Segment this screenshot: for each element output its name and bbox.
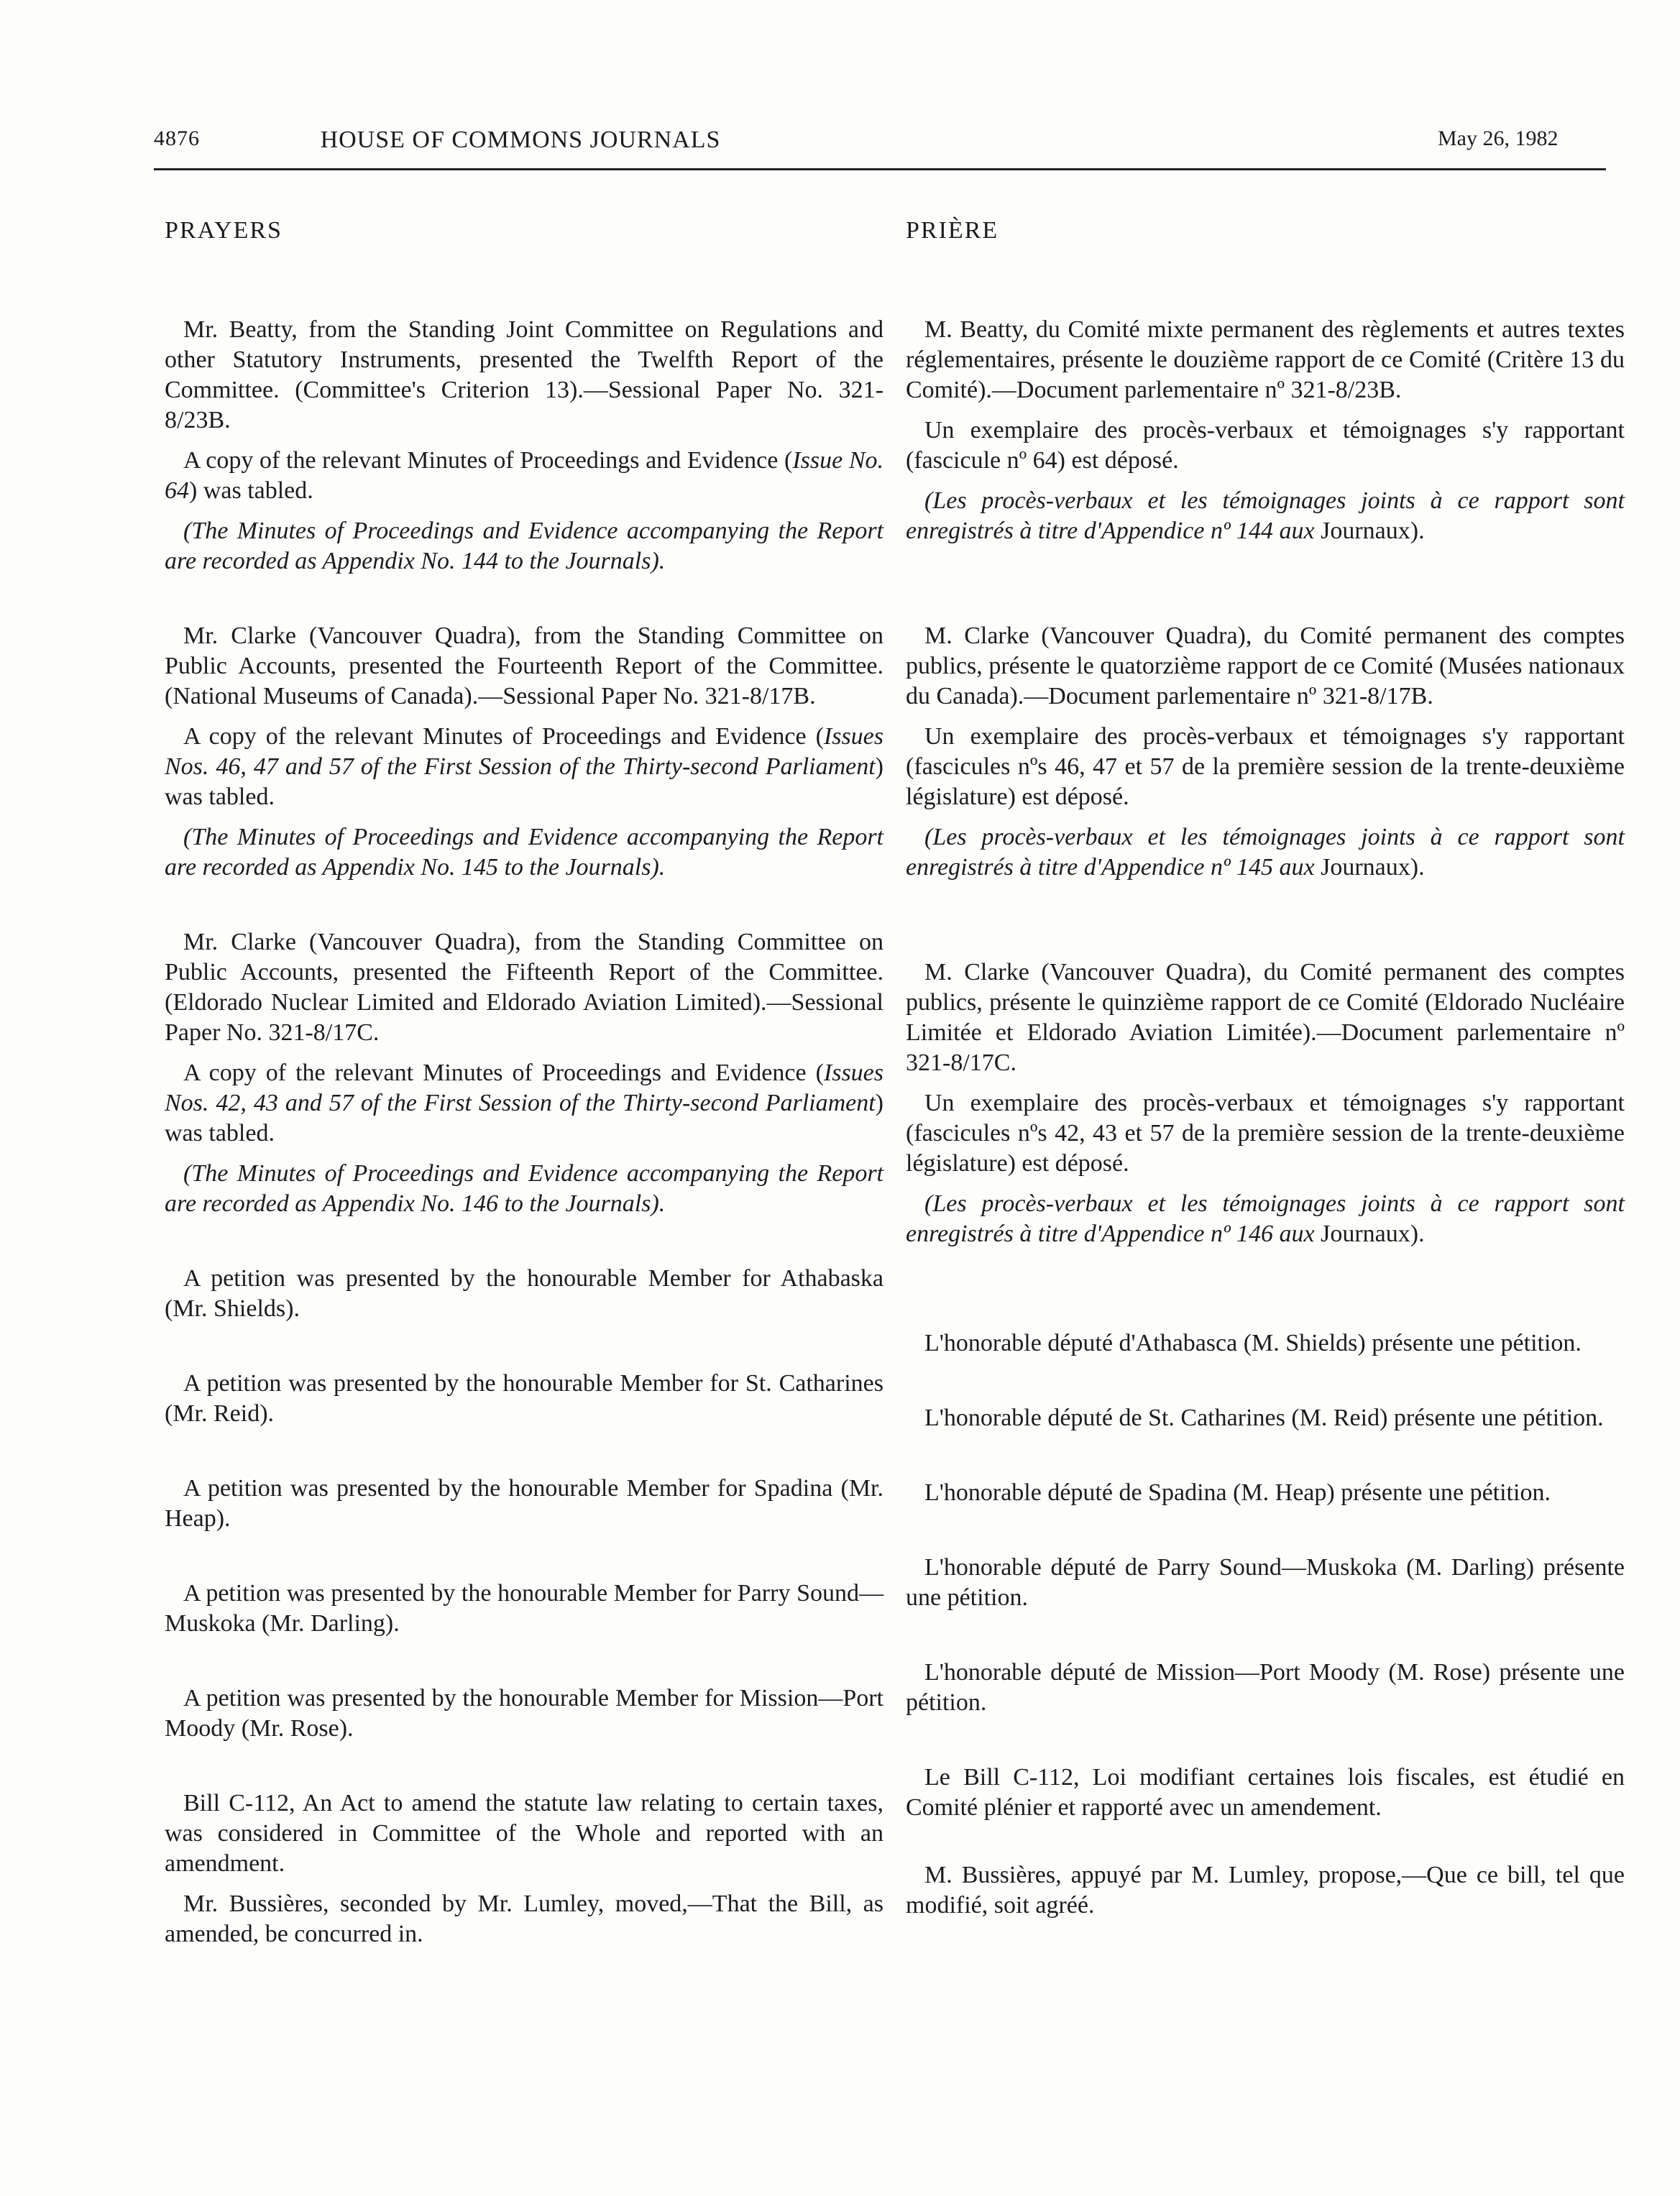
clarke14-appendix-fr: (Les procès-verbaux et les témoignages joints à ce rapport sont enregistrés à titre d'Appendice nº 145 aux Journaux). (906, 824, 1625, 881)
journal-title: HOUSE OF COMMONS JOURNALS (320, 127, 721, 153)
petition-spadina-fr: L'honorable député de Spadina (M. Heap) présente une pétition. (924, 1479, 1551, 1506)
petition-spadina-en: A petition was presented by the honourable Member for Spadina (Mr. Heap). (165, 1475, 883, 1532)
bill-c112-fr: Le Bill C-112, Loi modifiant certaines lois fiscales, est étudié en Comité plénier et rapporté avec un amendement. (906, 1764, 1625, 1821)
clarke15-report-fr: M. Clarke (Vancouver Quadra), du Comité permanent des comptes publics, présente le quinzième rapport de ce Comité (Eldorado Nucléaire Limitée et Eldorado Aviation Limitée).—Document parlementaire nº 321-8/17C. (906, 959, 1625, 1076)
header-rule-left (154, 168, 887, 170)
petition-parry-sound-fr: L'honorable député de Parry Sound—Muskoka (M. Darling) présente une pétition. (906, 1554, 1625, 1611)
petition-st-catharines-fr: L'honorable député de St. Catharines (M. Reid) présente une pétition. (924, 1405, 1604, 1431)
motion-en: Mr. Bussières, seconded by Mr. Lumley, moved,—That the Bill, as amended, be concurred in. (165, 1891, 883, 1947)
beatty-appendix-en: (The Minutes of Proceedings and Evidence accompanying the Report are recorded as Appendix No. 144 to the Journals). (165, 518, 883, 574)
clarke14-report-fr: M. Clarke (Vancouver Quadra), du Comité permanent des comptes publics, présente le quatorzième rapport de ce Comité (Musées nationaux du Canada).—Document parlementaire nº 321-8/17B. (906, 622, 1625, 709)
petition-parry-sound-en: A petition was presented by the honourable Member for Parry Sound—Muskoka (Mr. Darling). (165, 1580, 883, 1637)
beatty-report-fr: M. Beatty, du Comité mixte permanent des règlements et autres textes réglementaires, présente le douzième rapport de ce Comité (Critère 13 du Comité).—Document parlementaire nº 321-8/23B. (906, 316, 1625, 403)
clarke14-appendix-en: (The Minutes of Proceedings and Evidence accompanying the Report are recorded as Appendix No. 145 to the Journals). (165, 824, 883, 881)
clarke15-minutes-en: A copy of the relevant Minutes of Proceedings and Evidence (Issues Nos. 42, 43 and 57 of the First Session of the Thirty-second Parliament) was tabled. (165, 1060, 883, 1147)
english-column (165, 216, 883, 1960)
petition-mission-en: A petition was presented by the honourable Member for Mission—Port Moody (Mr. Rose). (165, 1685, 883, 1742)
french-column (906, 216, 1625, 1931)
clarke15-appendix-en: (The Minutes of Proceedings and Evidence accompanying the Report are recorded as Appendix No. 146 to the Journals). (165, 1160, 883, 1217)
petition-mission-fr: L'honorable député de Mission—Port Moody (M. Rose) présente une pétition. (906, 1659, 1625, 1716)
beatty-report-en: Mr. Beatty, from the Standing Joint Committee on Regulations and other Statutory Instruments, presented the Twelfth Report of the Committee. (Committee's Criterion 13).—Sessional Paper No. 321-8/23B. (165, 316, 883, 433)
clarke15-report-en: Mr. Clarke (Vancouver Quadra), from the Standing Committee on Public Accounts, presented the Fifteenth Report of the Committee. (Eldorado Nuclear Limited and Eldorado Aviation Limited).—Sessional Paper No. 321-8/17C. (165, 929, 883, 1046)
french-heading: PRIÈRE (906, 217, 999, 244)
header-rule-right (887, 168, 1606, 170)
clarke14-minutes-fr: Un exemplaire des procès-verbaux et témoignages s'y rapportant (fascicules nºs 46, 47 et 57 de la première session de la trente-deuxième législature) est déposé. (906, 723, 1625, 810)
page-date: May 26, 1982 (1438, 127, 1559, 150)
clarke15-appendix-fr: (Les procès-verbaux et les témoignages joints à ce rapport sont enregistrés à titre d'Appendice nº 146 aux Journaux). (906, 1190, 1625, 1247)
beatty-appendix-fr: (Les procès-verbaux et les témoignages joints à ce rapport sont enregistrés à titre d'Appendice nº 144 aux Journaux). (906, 487, 1625, 544)
clarke14-minutes-en: A copy of the relevant Minutes of Proceedings and Evidence (Issues Nos. 46, 47 and 57 of the First Session of the Thirty-second Parliament) was tabled. (165, 723, 883, 810)
petition-athabaska-en: A petition was presented by the honourable Member for Athabaska (Mr. Shields). (165, 1265, 883, 1322)
page-number: 4876 (154, 127, 200, 150)
bill-c112-en: Bill C-112, An Act to amend the statute law relating to certain taxes, was considered in Committee of the Whole and reported with an amendment. (165, 1790, 883, 1877)
petition-st-catharines-en: A petition was presented by the honourable Member for St. Catharines (Mr. Reid). (165, 1370, 883, 1427)
beatty-minutes-en: A copy of the relevant Minutes of Proceedings and Evidence (Issue No. 64) was tabled. (165, 447, 883, 504)
clarke15-minutes-fr: Un exemplaire des procès-verbaux et témoignages s'y rapportant (fascicules nºs 42, 43 et 57 de la première session de la trente-deuxième législature) est déposé. (906, 1090, 1625, 1177)
clarke14-report-en: Mr. Clarke (Vancouver Quadra), from the Standing Committee on Public Accounts, presented the Fourteenth Report of the Committee. (National Museums of Canada).—Sessional Paper No. 321-8/17B. (165, 622, 883, 709)
page-header (154, 127, 887, 167)
motion-fr: M. Bussières, appuyé par M. Lumley, propose,—Que ce bill, tel que modifié, soit agréé. (906, 1862, 1625, 1919)
petition-athabaska-fr: L'honorable député d'Athabasca (M. Shields) présente une pétition. (924, 1330, 1582, 1356)
beatty-minutes-fr: Un exemplaire des procès-verbaux et témoignages s'y rapportant (fascicule nº 64) est déposé. (906, 417, 1625, 474)
english-heading: PRAYERS (165, 217, 283, 244)
